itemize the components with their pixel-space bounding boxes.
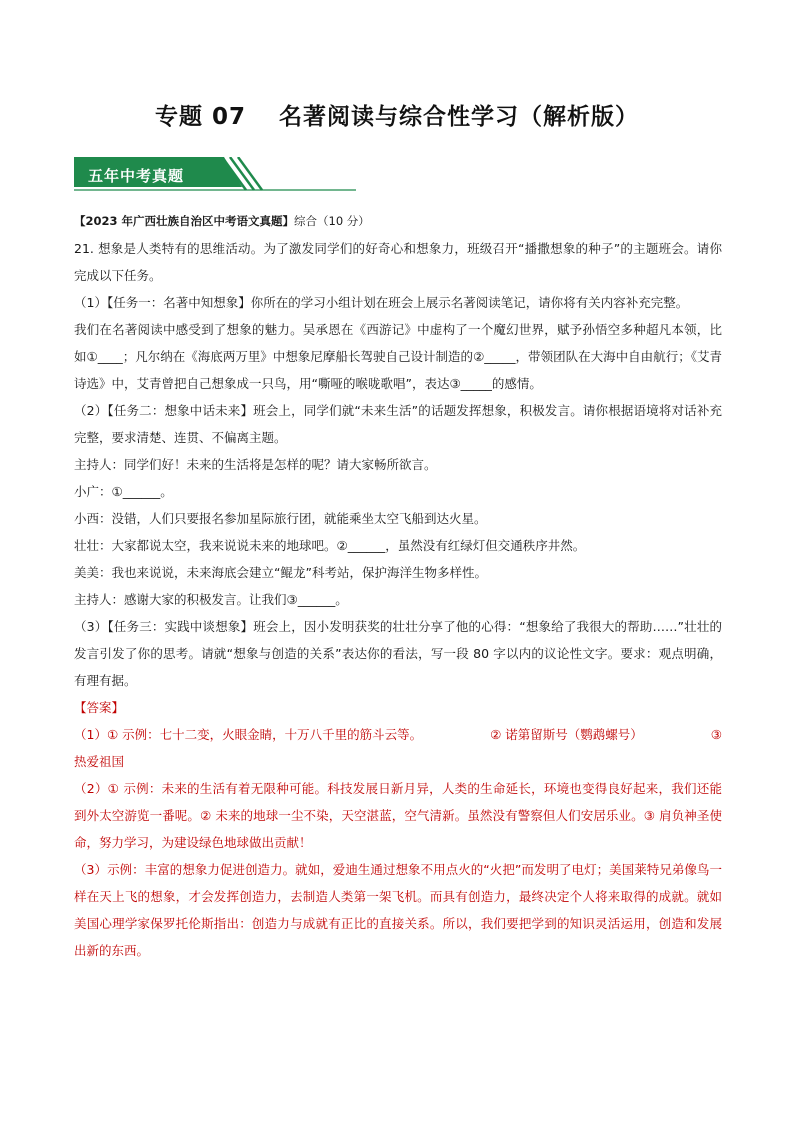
answer-1-part-2: ② 诺第留斯号（鹦鹉螺号） [490,727,643,742]
question-source [74,208,722,235]
answer-2: （2）① 示例：未来的生活有着无限种可能。科技发展日新月异，人类的生命延长，环境也变得良好起来，我们还能到外太空游览一番呢。② 未来的地球一尘不染，天空湛蓝，空气清新。虽然没有警察但人们安居乐业。③ 肩负神圣使命，努力学习，为建设绿色地球做出贡献！ [74,781,722,850]
dialog-line: 小广：①______。 [74,484,173,499]
section-header [74,157,356,193]
answer-1-part-3: ③ [710,727,722,742]
dialog-line: 小西：没错，人们只要报名参加星际旅行团，就能乘坐太空飞船到达火星。 [74,511,487,526]
task-1: （1）【任务一：名著中知想象】你所在的学习小组计划在班会上展示名著阅读笔记，请你将有关内容补充完整。 [74,295,689,310]
dialog-line: 主持人：感谢大家的积极发言。让我们③______。 [74,592,348,607]
answer-1-continued: 热爱祖国 [74,754,125,769]
answer-1-part-1: （1）① 示例：七十二变，火眼金睛，十万八千里的筋斗云等。 [74,727,423,742]
dialog-line: 主持人：同学们好！未来的生活将是怎样的呢？请大家畅所欲言。 [74,457,437,472]
dialog-line: 美美：我也来说说，未来海底会建立“鲲龙”科考站，保护海洋生物多样性。 [74,565,487,580]
source-bracket: 【2023 年广西壮族自治区中考语文真题】 [74,214,295,228]
document-body [74,208,722,964]
task-1-text: 我们在名著阅读中感受到了想象的魅力。吴承恩在《西游记》中虚构了一个魔幻世界，赋予孙悟空多种超凡本领，比如①____；凡尔纳在《海底两万里》中想象尼摩船长驾驶自己设计制造的②_____，带领团队在大海中自由航行；《艾青诗选》中，艾青曾把自己想象成一只鸟，用“嘶哑的喉咙歌唱”，表达③_____的感情。 [74,322,722,391]
answer-label: 【答案】 [74,700,125,715]
task-3: （3）【任务三：实践中谈想象】班会上，因小发明获奖的壮壮分享了他的心得：“想象给了我很大的帮助……”壮壮的发言引发了你的思考。请就“想象与创造的关系”表达你的看法，写一段 80 字以内的议论性文字。要求：观点明确，有理有据。 [74,619,722,688]
question-intro: 21. 想象是人类特有的思维活动。为了激发同学们的好奇心和想象力，班级召开“播撒想象的种子”的主题班会。请你完成以下任务。 [74,241,722,283]
section-label: 五年中考真题 [88,167,185,185]
answer-3: （3）示例：丰富的想象力促进创造力。就如，爱迪生通过想象不用点火的“火把”而发明了电灯；美国莱特兄弟像鸟一样在天上飞的想象，才会发挥创造力，去制造人类第一架飞机。而具有创造力，最终决定个人将来取得的成就。就如美国心理学家保罗托伦斯指出：创造力与成就有正比的直接关系。所以，我们要把学到的知识灵活运用，创造和发展出新的东西。 [74,862,722,958]
source-suffix: 综合（10 分） [294,214,370,228]
dialog-line: 壮壮：大家都说太空，我来说说未来的地球吧。②______，虽然没有红绿灯但交通秩序井然。 [74,538,586,553]
answer-1 [74,721,722,748]
document-title: 专题 07 名著阅读与综合性学习（解析版） [154,104,640,130]
task-2: （2）【任务二：想象中话未来】班会上，同学们就“未来生活”的话题发挥想象，积极发言。请你根据语境将对话补充完整，要求清楚、连贯、不偏离主题。 [74,403,722,445]
